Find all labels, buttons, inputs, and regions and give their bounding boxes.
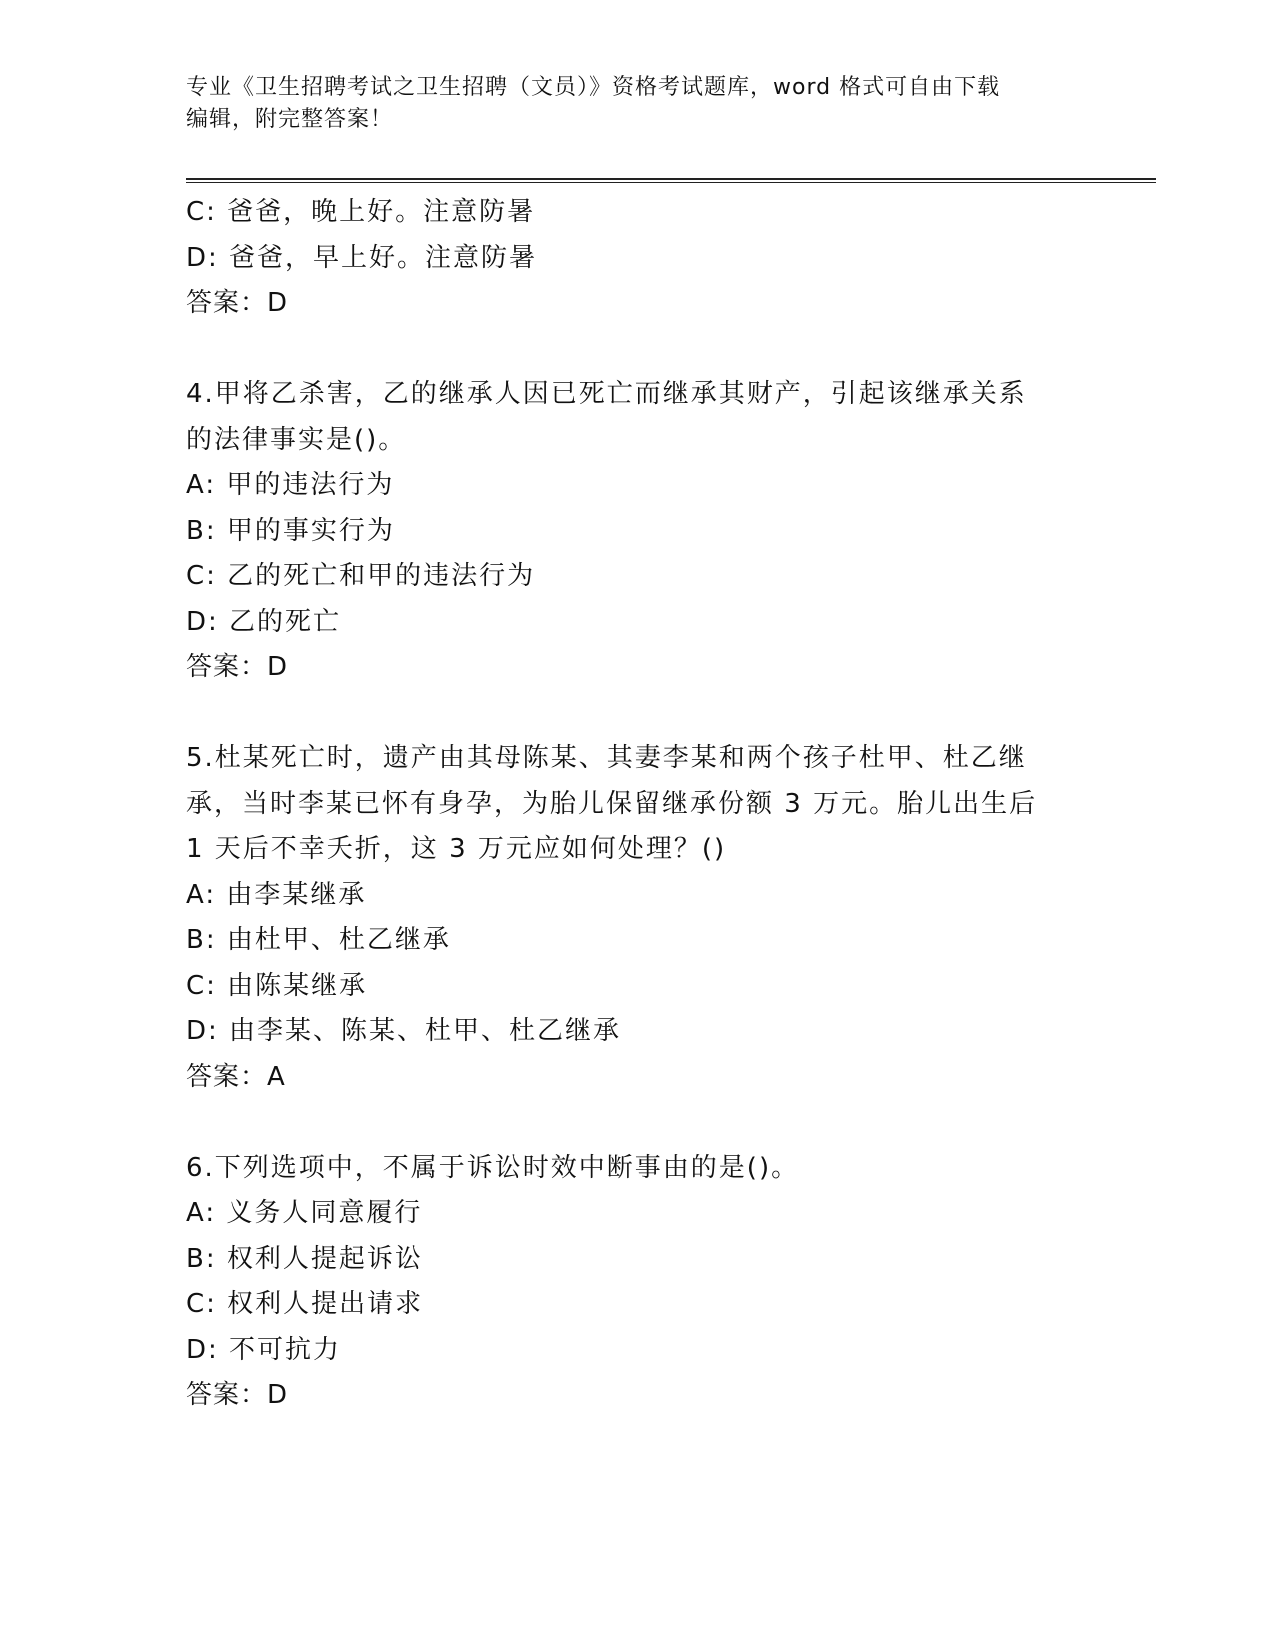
option-d: D: 爸爸，早上好。注意防暑 (186, 242, 538, 273)
stem-line: 4.甲将乙杀害，乙的继承人因已死亡而继承其财产，引起该继承关系 (186, 379, 1027, 409)
option-b: B: 甲的事实行为 (186, 515, 395, 546)
spacer (186, 1100, 1086, 1146)
header-divider-thin (186, 182, 1156, 183)
question-5 (186, 736, 1086, 1100)
question-stem (186, 372, 1086, 463)
answer-label: 答案：D (186, 652, 289, 682)
stem-line: 1 天后不幸夭折，这 3 万元应如何处理？() (186, 834, 727, 864)
option-c: C: 由陈某继承 (186, 970, 368, 1001)
answer-label: 答案：D (186, 288, 289, 318)
question-6 (186, 1146, 1086, 1419)
option-b: B: 权利人提起诉讼 (186, 1243, 423, 1274)
header-divider-thick (186, 178, 1156, 180)
stem-line: 的法律事实是()。 (186, 424, 407, 455)
document-header (186, 72, 1086, 136)
option-d: D: 不可抗力 (186, 1334, 342, 1365)
question-4 (186, 372, 1086, 691)
option-c: C: 乙的死亡和甲的违法行为 (186, 561, 536, 591)
stem-line: 5.杜某死亡时，遗产由其母陈某、其妻李某和两个孩子杜甲、杜乙继 (186, 743, 1027, 773)
option-c: C: 爸爸，晚上好。注意防暑 (186, 197, 536, 227)
stem-line: 承，当时李某已怀有身孕，为胎儿保留继承份额 3 万元。胎儿出生后 (186, 788, 1038, 819)
option-a: A: 由李某继承 (186, 879, 367, 910)
question-stem (186, 1146, 1086, 1192)
option-a: A: 义务人同意履行 (186, 1198, 423, 1228)
option-a: A: 甲的违法行为 (186, 470, 395, 500)
option-d: D: 由李某、陈某、杜甲、杜乙继承 (186, 1016, 622, 1046)
header-line-1: 专业《卫生招聘考试之卫生招聘（文员）》资格考试题库，word 格式可自由下载 (186, 75, 1001, 100)
option-d: D: 乙的死亡 (186, 606, 342, 637)
spacer (186, 691, 1086, 737)
question-3 (186, 190, 1086, 327)
option-b: B: 由杜甲、杜乙继承 (186, 925, 451, 955)
answer-label: 答案：D (186, 1380, 289, 1410)
spacer (186, 327, 1086, 373)
stem-line: 6.下列选项中，不属于诉讼时效中断事由的是()。 (186, 1152, 800, 1183)
question-list (186, 190, 1086, 1419)
header-line-2: 编辑，附完整答案！ (186, 107, 394, 132)
question-stem (186, 736, 1086, 873)
answer-label: 答案：A (186, 1061, 286, 1092)
option-c: C: 权利人提出请求 (186, 1289, 424, 1319)
